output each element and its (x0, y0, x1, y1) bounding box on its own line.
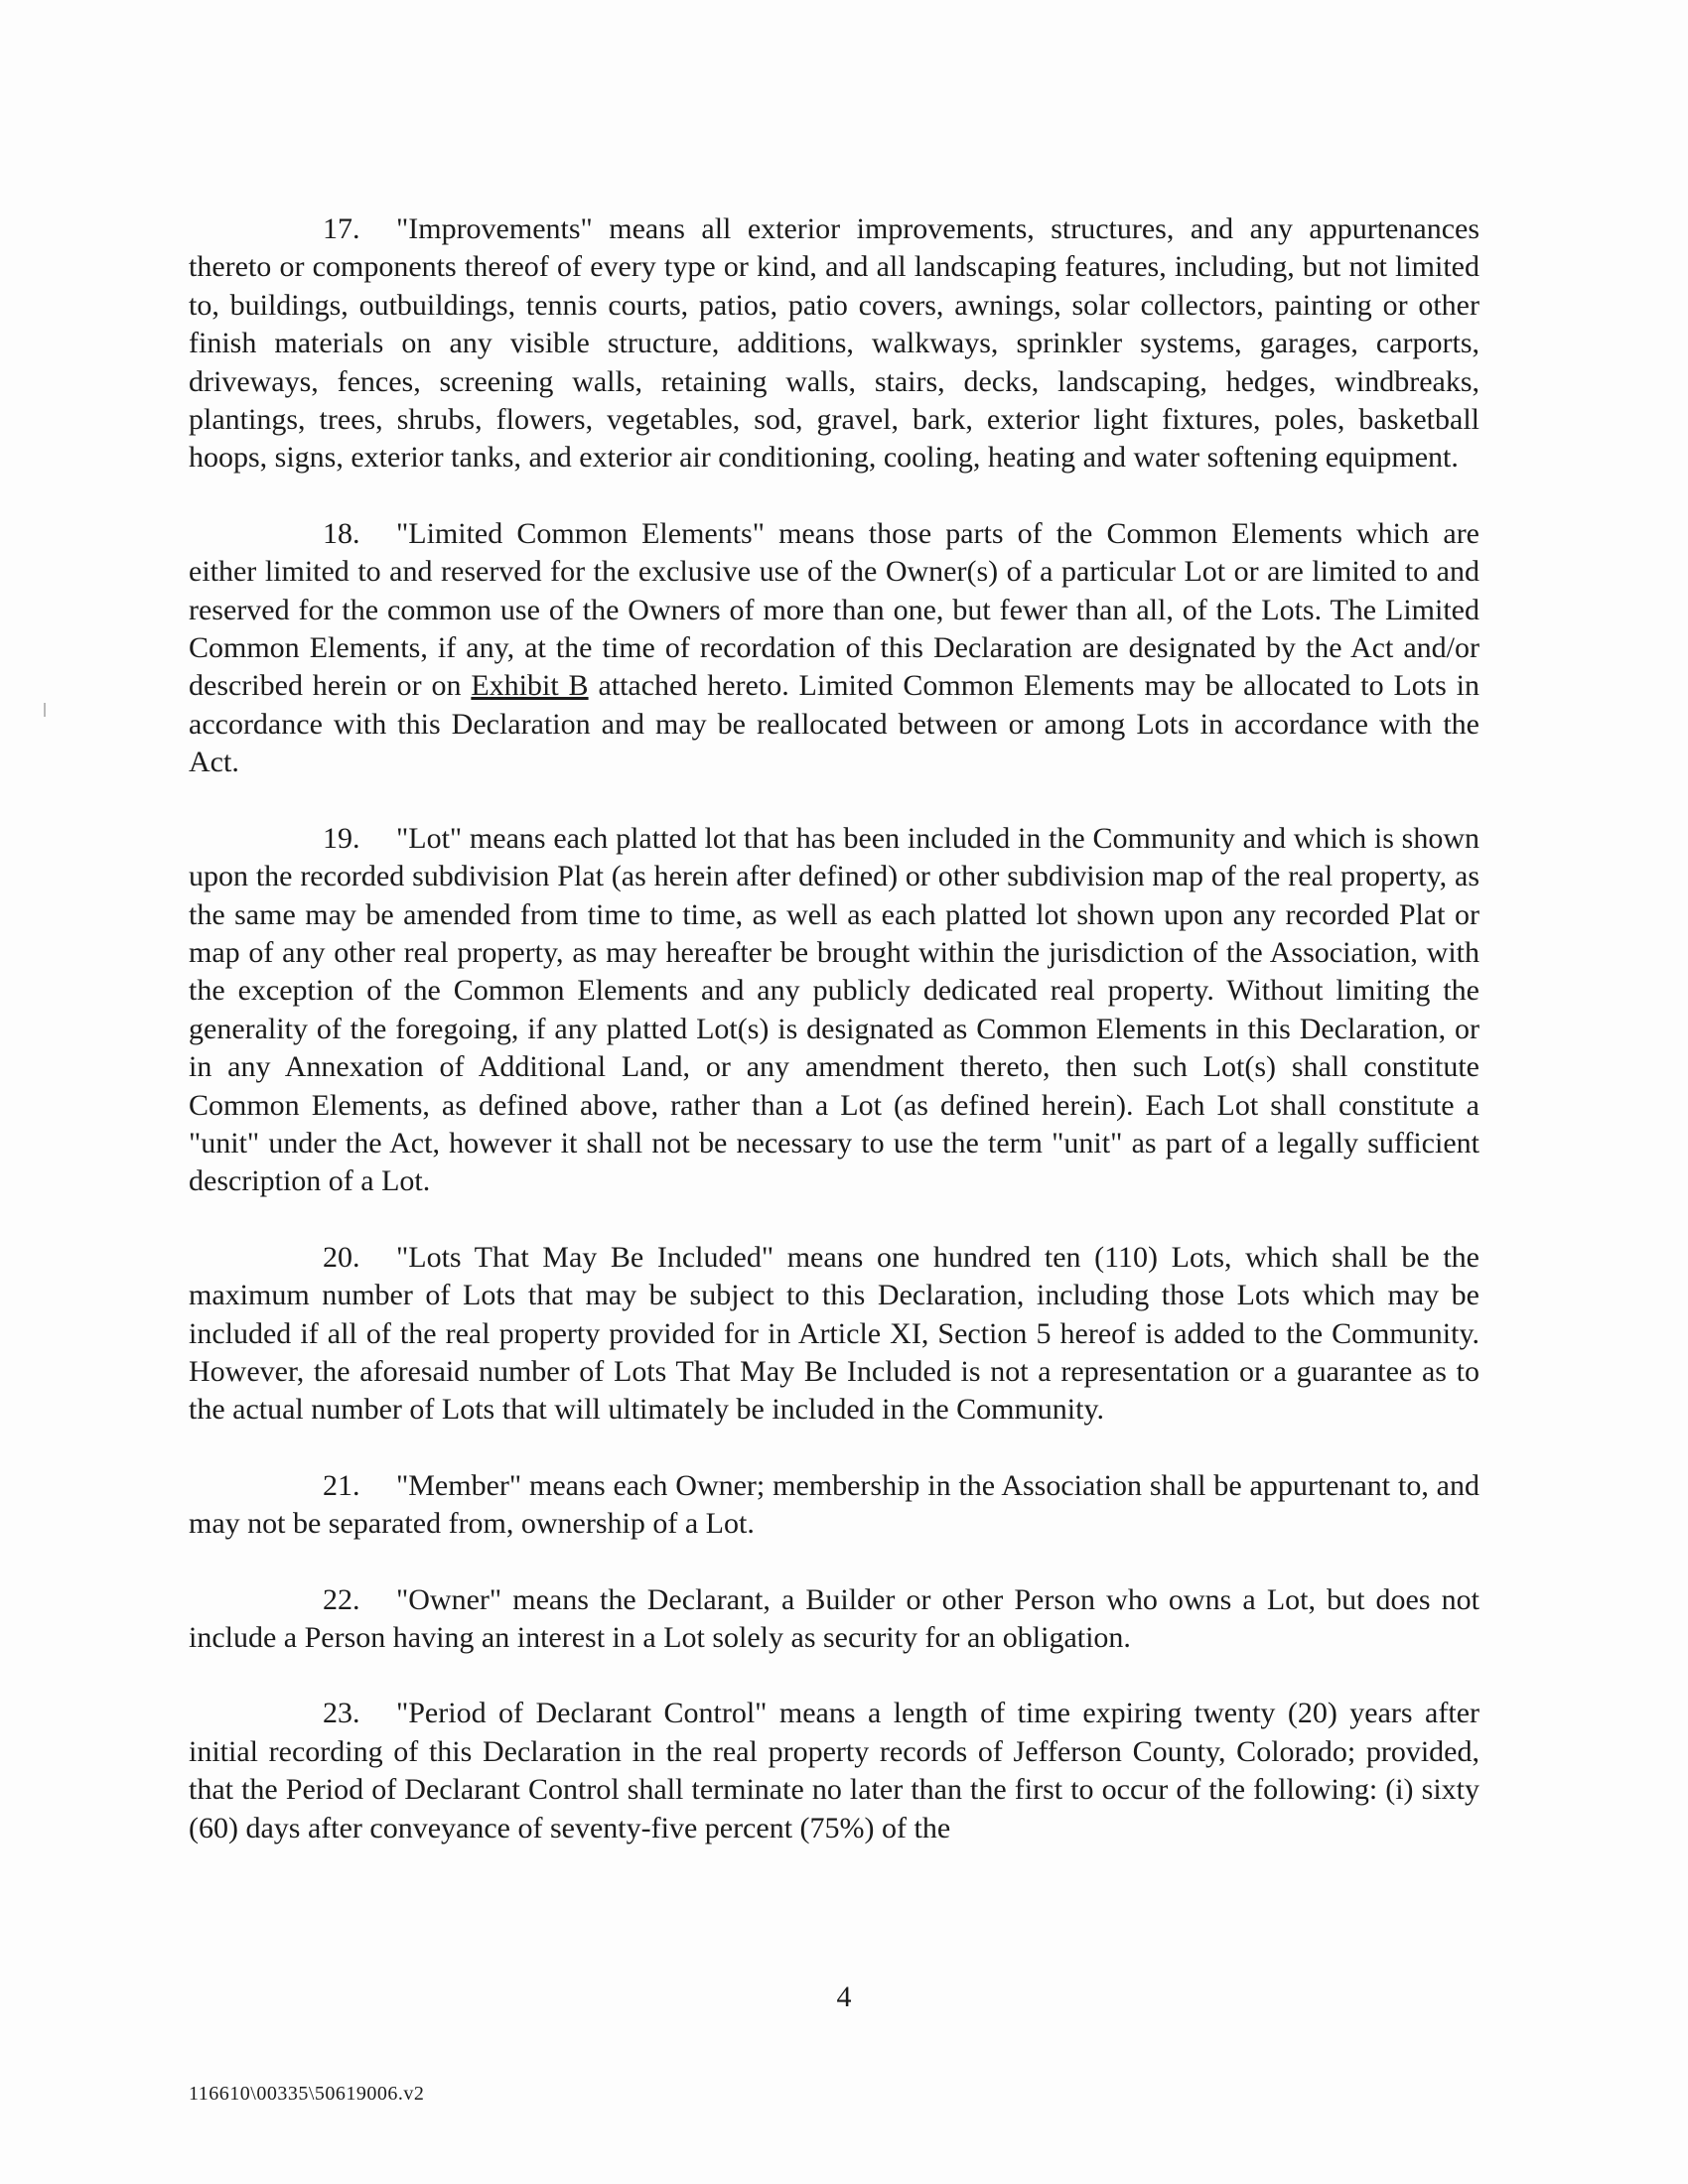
paragraph-number: 23. (323, 1697, 360, 1730)
paragraph-text: "Member" means each Owner; membership in the Association shall be appurtenant to, and may not be separated from, ownership of a Lot. (189, 1468, 1479, 1541)
paragraph-18 (189, 515, 1479, 782)
paragraph-number: 21. (323, 1468, 360, 1502)
paragraph-text: "Improvements" means all exterior improvements, structures, and any appurtenances thereto or components thereof of every type or kind, and all landscaping features, including, but not limited to, buildings, outbuildings, tennis courts, patios, patio covers, awnings, solar collectors, painting or other finish materials on any visible structure, additions, walkways, sprinkler systems, garages, carports, driveways, fences, screening walls, retaining walls, stairs, decks, landscaping, hedges, windbreaks, plantings, trees, shrubs, flowers, vegetables, sod, gravel, bark, exterior light fixtures, poles, basketball hoops, signs, exterior tanks, and exterior air conditioning, cooling, heating and water softening equipment. (189, 212, 1479, 475)
paragraph-23 (189, 1695, 1479, 1847)
paragraph-number: 22. (323, 1582, 360, 1616)
paragraph-text: "Owner" means the Declarant, a Builder or other Person who owns a Lot, but does not include a Person having an interest in a Lot solely as security for an obligation. (189, 1582, 1479, 1654)
paragraph-text: "Limited Common Elements" means those parts of the Common Elements which are either limited to and reserved for the exclusive use of the Owner(s) of a particular Lot or are limited to and reserved for the common use of the Owners of more than one, but fewer than all, of the Lots. The Limited Common Elements, if any, at the time of recordation of this Declaration are designated by the Act and/or described herein or on (189, 516, 1479, 703)
paragraph-text: "Lots That May Be Included" means one hundred ten (110) Lots, which shall be the maximum number of Lots that may be subject to this Declaration, including those Lots which may be included if all of the real property provided for in Article XI, Section 5 hereof is added to the Community. However, the aforesaid number of Lots That May Be Included is not a representation or a guarantee as to the actual number of Lots that will ultimately be included in the Community. (189, 1240, 1479, 1427)
paragraph-20 (189, 1239, 1479, 1430)
paragraph-19 (189, 820, 1479, 1201)
document-id: 116610\00335\50619006.v2 (189, 2083, 425, 2105)
exhibit-b-reference: Exhibit B (471, 669, 589, 703)
paragraph-text: "Period of Declarant Control" means a length of time expiring twenty (20) years after initial recording of this Declaration in the real property records of Jefferson County, Colorado; provided, that the Period of Declarant Control shall terminate no later than the first to occur of the following: (i) sixty (60) days after conveyance of seventy-five percent (75%) of the (189, 1697, 1479, 1844)
paragraph-text: "Lot" means each platted lot that has been included in the Community and which is shown upon the recorded subdivision Plat (as herein after defined) or other subdivision map of the real property, as the same may be amended from time to time, as well as each platted lot shown upon any recorded Plat or map of any other real property, as may hereafter be brought within the jurisdiction of the Association, with the exception of the Common Elements and any publicly dedicated real property. Without limiting the generality of the foregoing, if any platted Lot(s) is designated as Common Elements in this Declaration, or in any Annexation of Additional Land, or any amendment thereto, then such Lot(s) shall constitute Common Elements, as defined above, rather than a Lot (as defined herein). Each Lot shall constitute a "unit" under the Act, however it shall not be necessary to use the term "unit" as part of a legally sufficient description of a Lot. (189, 821, 1479, 1198)
page-number: 4 (836, 1980, 852, 2013)
paragraph-number: 19. (323, 821, 360, 855)
paragraph-number: 17. (323, 212, 360, 245)
paragraph-21 (189, 1467, 1479, 1544)
scan-margin-mark (44, 703, 46, 717)
paragraph-number: 18. (323, 516, 360, 550)
paragraph-number: 20. (323, 1240, 360, 1274)
paragraph-22 (189, 1581, 1479, 1658)
paragraph-17 (189, 210, 1479, 478)
paragraph-text-continued: attached hereto. Limited Common Elements may be allocated to Lots in accordance with this Declaration and may be reallocated between or among Lots in accordance with the Act. (189, 669, 1480, 779)
document-body (189, 210, 1479, 1847)
